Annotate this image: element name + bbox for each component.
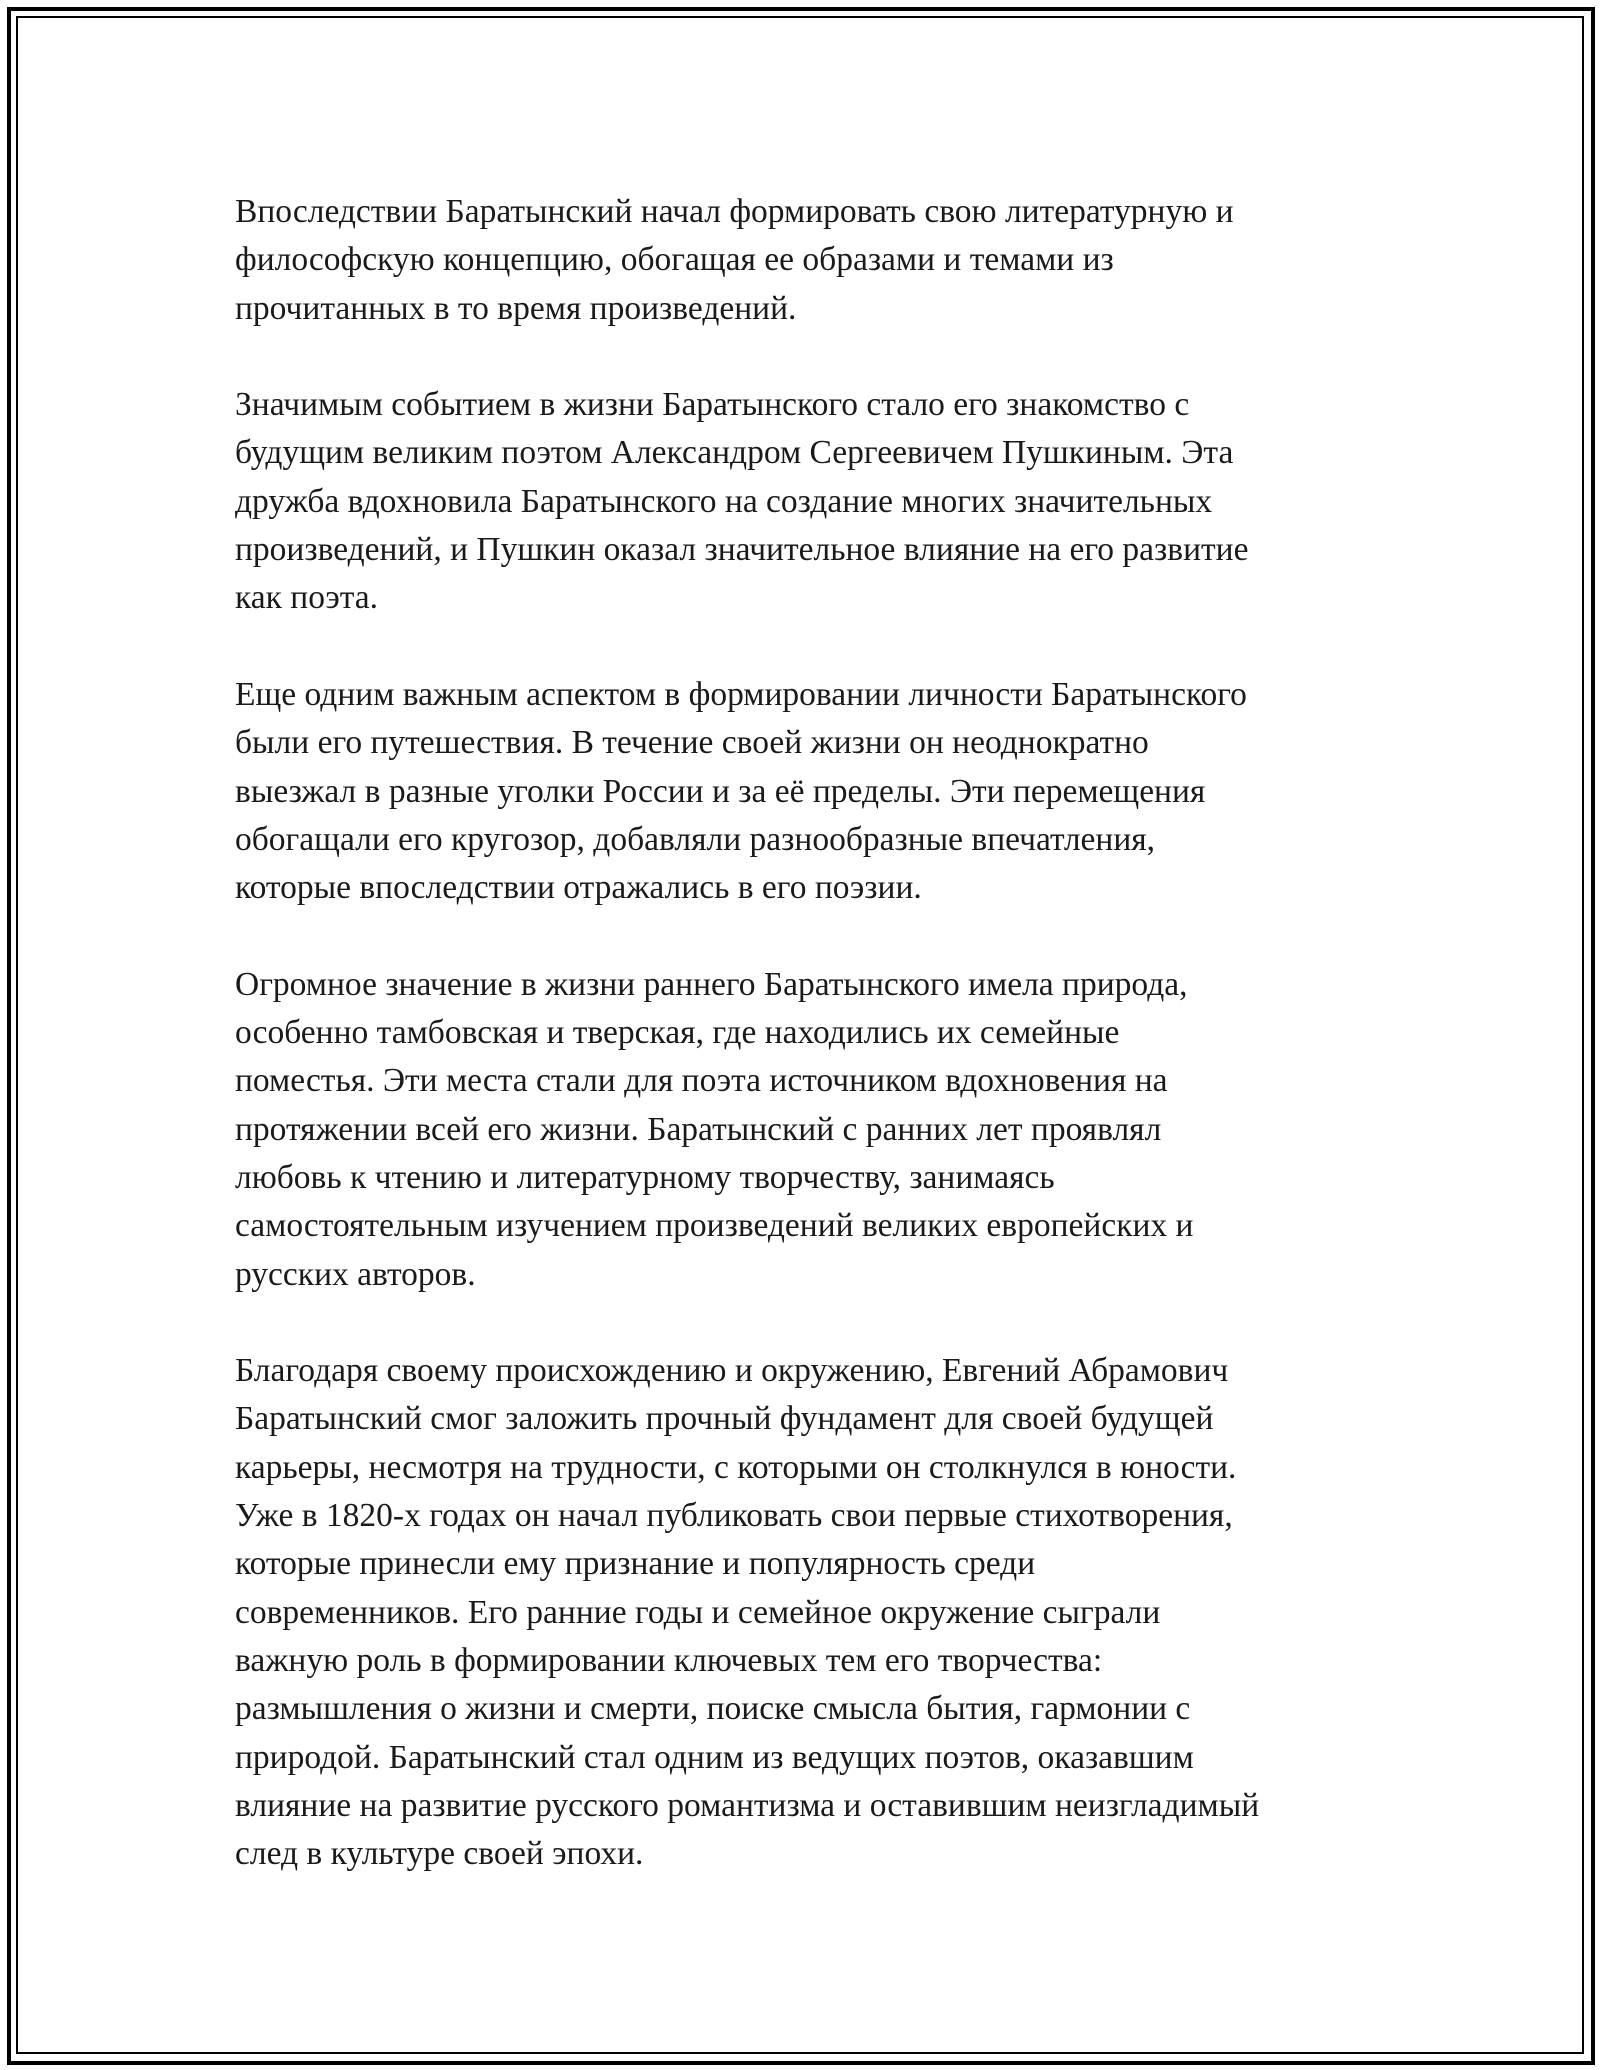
text-line: Благодаря своему происхождению и окружению, Евгений Абрамович — [235, 1352, 1229, 1390]
text-line: любовь к чтению и литературному творчеству, занимаясь — [235, 1158, 1055, 1196]
text-line: Баратынский смог заложить прочный фундамент для своей будущей — [235, 1400, 1214, 1438]
text-line: Уже в 1820-х годах он начал публиковать свои первые стихотворения, — [235, 1497, 1233, 1535]
text-line: Еще одним важным аспектом в формировании личности Баратынского — [235, 675, 1247, 713]
text-line: как поэта. — [235, 579, 379, 617]
text-line: поместья. Эти места стали для поэта источником вдохновения на — [235, 1062, 1168, 1100]
text-line: произведений, и Пушкин оказал значительное влияние на его развитие — [235, 531, 1249, 569]
text-line: русских авторов. — [235, 1255, 476, 1293]
paragraph-4 — [235, 961, 1375, 1299]
text-line: которые принесли ему признание и популярность среди — [235, 1545, 1036, 1583]
text-line: влияние на развитие русского романтизма и оставившим неизгладимый — [235, 1786, 1260, 1824]
paragraph-2 — [235, 381, 1375, 622]
text-line: Впоследствии Баратынский начал формировать свою литературную и — [235, 193, 1234, 230]
text-line: Значимым событием в жизни Баратынского стало его знакомство с — [235, 386, 1190, 424]
paragraph-3 — [235, 671, 1375, 912]
text-line: важную роль в формировании ключевых тем его творчества: — [235, 1641, 1103, 1679]
text-line: размышления о жизни и смерти, поиске смысла бытия, гармонии с — [235, 1690, 1191, 1728]
paragraph-1 — [235, 188, 1375, 333]
text-line: самостоятельным изучением произведений великих европейских и — [235, 1207, 1194, 1245]
document-body — [235, 188, 1375, 1878]
text-line: современников. Его ранние годы и семейное окружение сыграли — [235, 1593, 1161, 1631]
text-line: выезжал в разные уголки России и за её пределы. Эти перемещения — [235, 772, 1206, 810]
text-line: протяжении всей его жизни. Баратынский с ранних лет проявлял — [235, 1110, 1162, 1148]
text-line: природой. Баратынский стал одним из ведущих поэтов, оказавшим — [235, 1738, 1194, 1776]
paragraph-5 — [235, 1347, 1375, 1878]
text-line: которые впоследствии отражались в его поэзии. — [235, 869, 922, 907]
text-line: карьеры, несмотря на трудности, с которыми он столкнулся в юности. — [235, 1448, 1237, 1486]
text-line: особенно тамбовская и тверская, где находились их семейные — [235, 1014, 1120, 1052]
text-line: философскую концепцию, обогащая ее образами и темами из — [235, 241, 1114, 279]
text-line: дружба вдохновила Баратынского на создание многих значительных — [235, 482, 1213, 520]
text-line: след в культуре своей эпохи. — [235, 1835, 644, 1873]
text-line: Огромное значение в жизни раннего Баратынского имела природа, — [235, 965, 1188, 1003]
text-line: будущим великим поэтом Александром Сергеевичем Пушкиным. Эта — [235, 434, 1234, 472]
text-line: прочитанных в то время произведений. — [235, 289, 797, 327]
text-line: обогащали его кругозор, добавляли разнообразные впечатления, — [235, 820, 1156, 858]
text-line: были его путешествия. В течение своей жизни он неоднократно — [235, 724, 1149, 762]
